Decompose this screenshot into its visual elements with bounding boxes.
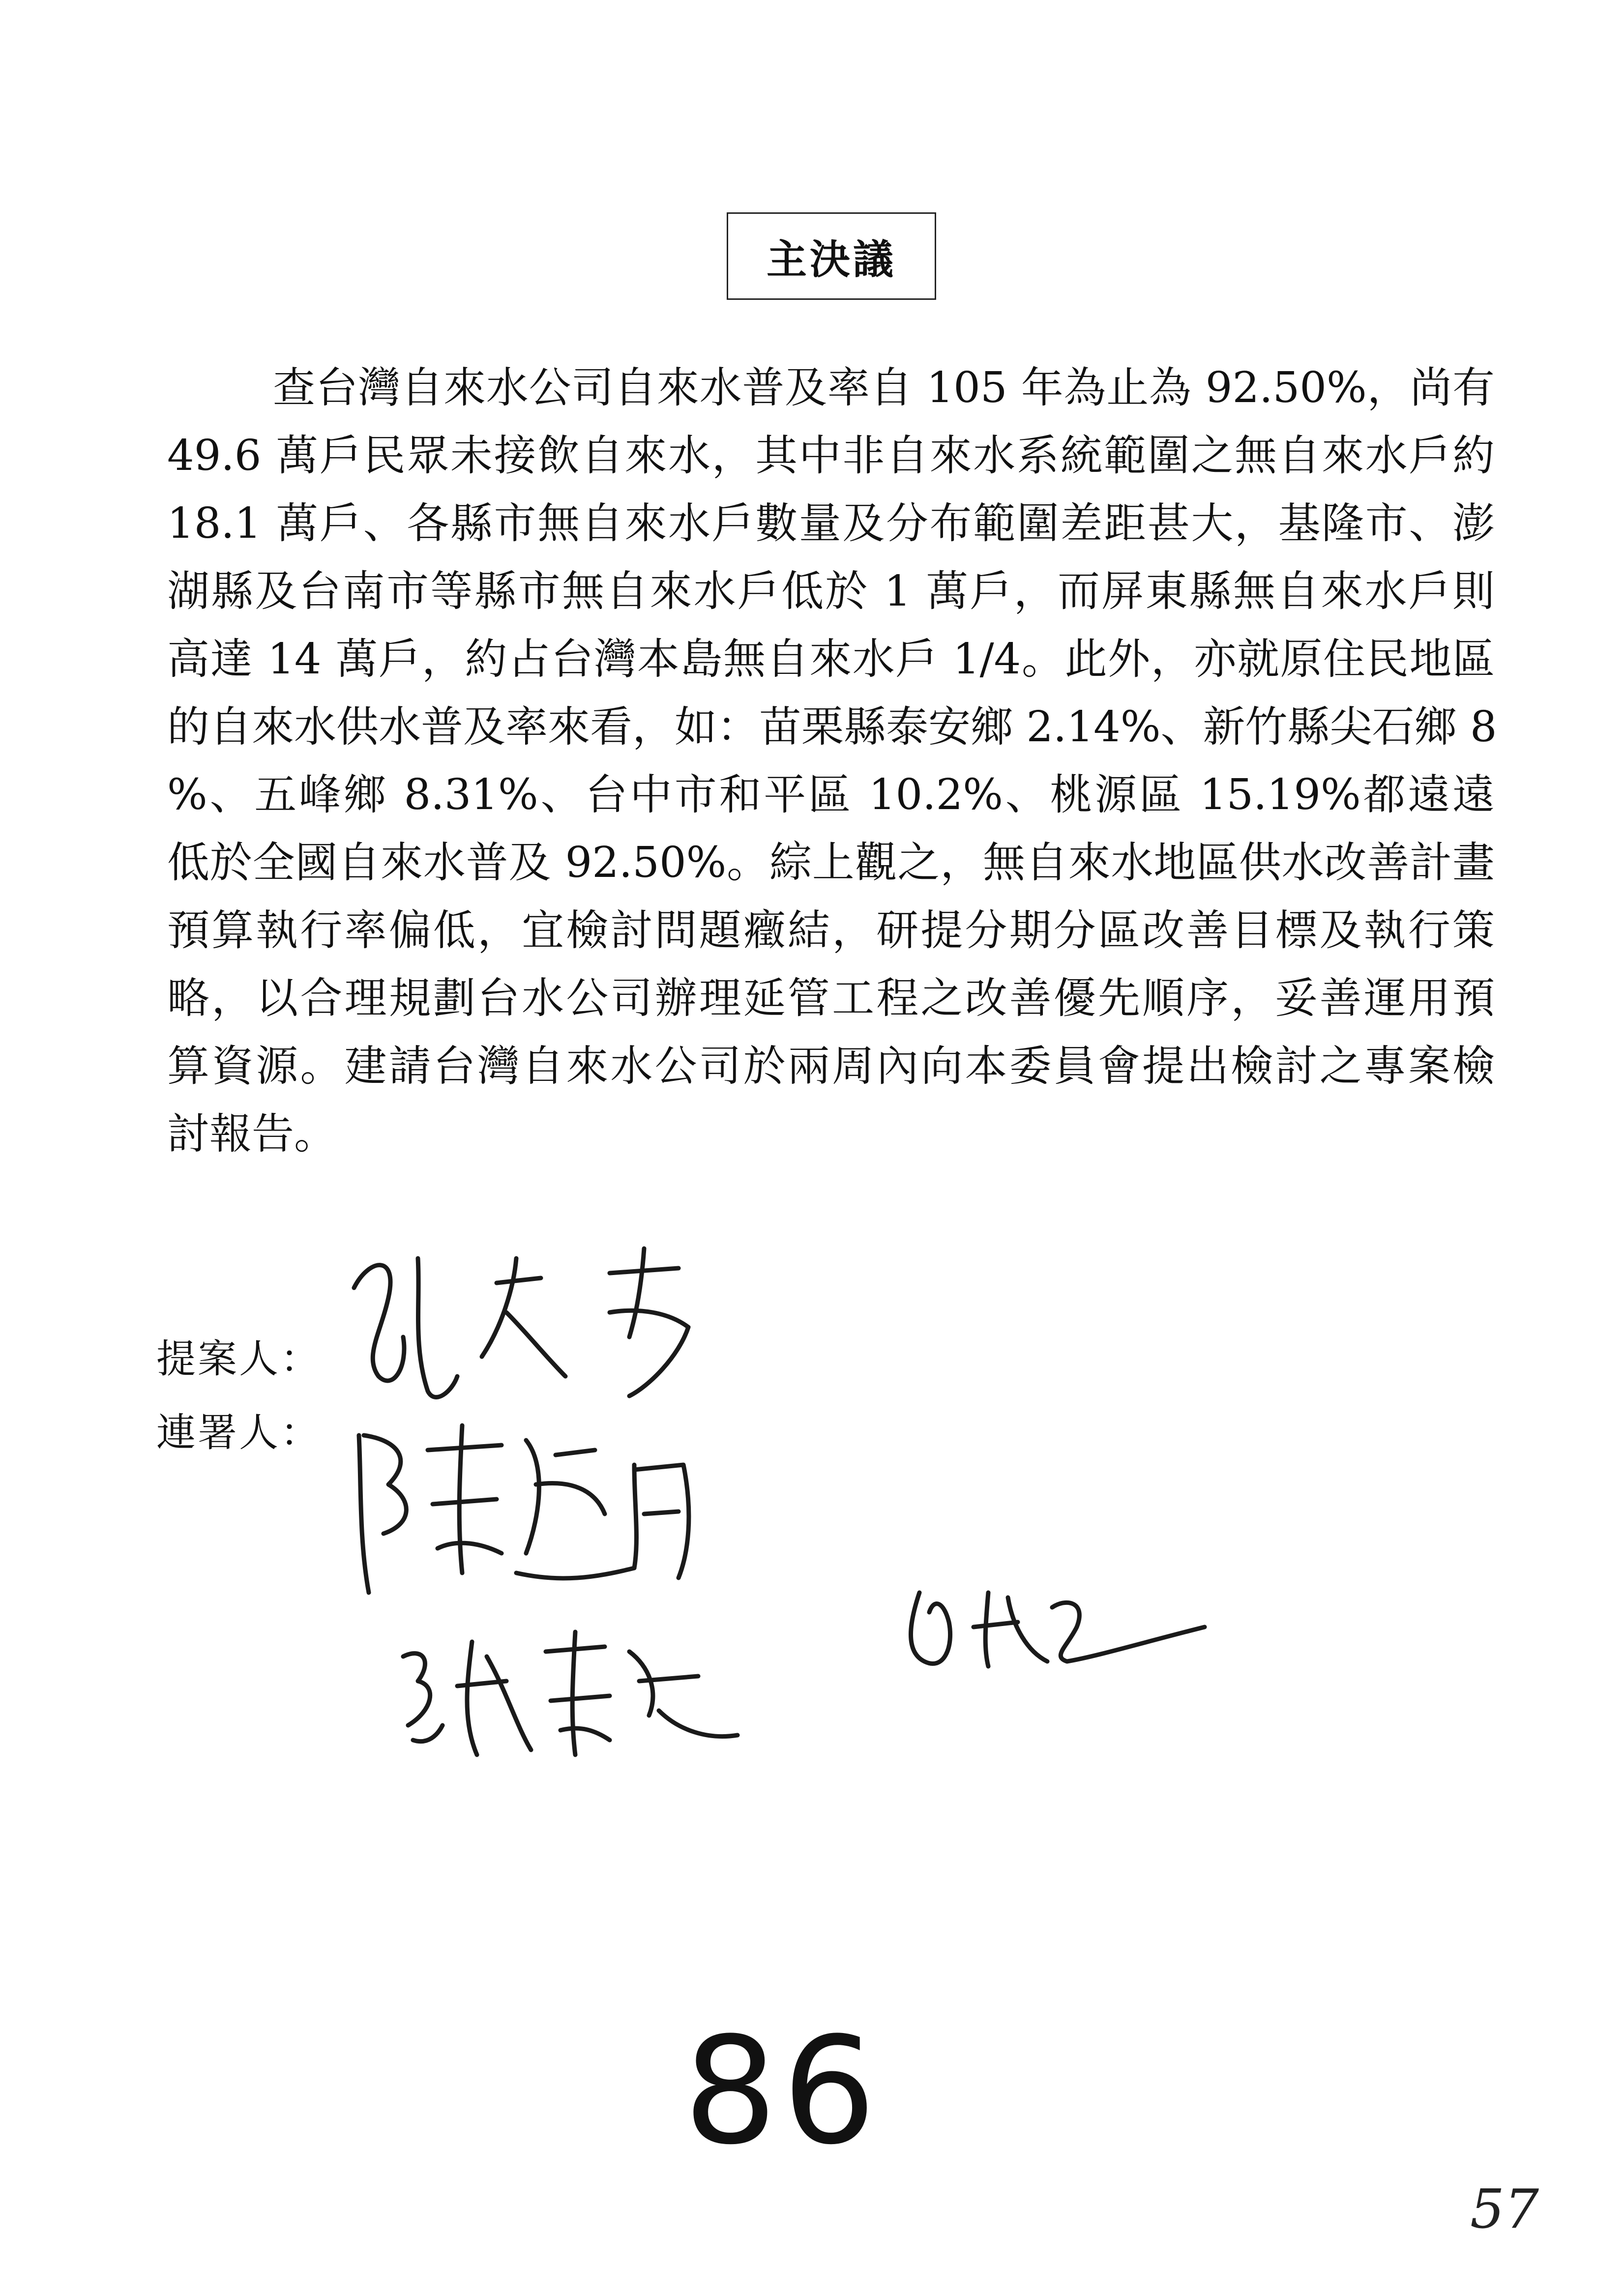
body-line: 討報告。 (167, 1109, 336, 1159)
body-line: 湖縣及台南市等縣市無自來水戶低於 1 萬戶，而屏東縣無自來水戶則 (167, 567, 1495, 616)
body-line: 預算執行率偏低，宜檢討問題癥結，研提分期分區改善目標及執行策 (167, 906, 1495, 955)
body-line: 略，以合理規劃台水公司辦理延管工程之改善優先順序，妥善運用預 (167, 974, 1495, 1023)
handwritten-number: 86 (683, 2005, 881, 2177)
proposer-signature (334, 1229, 738, 1416)
page-number: 57 (1470, 2178, 1539, 2240)
body-line: 高達 14 萬戶，約占台灣本島無自來水戶 1/4。此外，亦就原住民地區 (167, 635, 1495, 684)
body-line: 算資源。建請台灣自來水公司於兩周內向本委員會提出檢討之專案檢 (167, 1042, 1495, 1091)
body-line: 18.1 萬戶、各縣市無自來水戶數量及分布範圍差距甚大，基隆市、澎 (167, 499, 1495, 548)
resolution-body (167, 354, 1495, 1168)
proposer-label: 提案人： (156, 1336, 322, 1382)
body-line: 的自來水供水普及率來看，如：苗栗縣泰安鄉 2.14%、新竹縣尖石鄉 8 (167, 702, 1497, 752)
resolution-title: 主決議 (727, 212, 936, 300)
body-line: 低於全國自來水普及 92.50%。綜上觀之，無自來水地區供水改善計畫 (167, 838, 1495, 887)
body-line: %、五峰鄉 8.31%、台中市和平區 10.2%、桃源區 15.19%都遠遠 (167, 770, 1495, 819)
body-line: 49.6 萬戶民眾未接飲自來水，其中非自來水系統範圍之無自來水戶約 (167, 431, 1495, 480)
cosigner-signature-2 (384, 1612, 757, 1770)
cosigner-signature-3 (890, 1563, 1224, 1691)
cosigner-label: 連署人： (156, 1410, 322, 1455)
cosigner-signature-1 (339, 1406, 723, 1612)
body-line: 查台灣自來水公司自來水普及率自 105 年為止為 92.50%，尚有 (273, 363, 1495, 412)
